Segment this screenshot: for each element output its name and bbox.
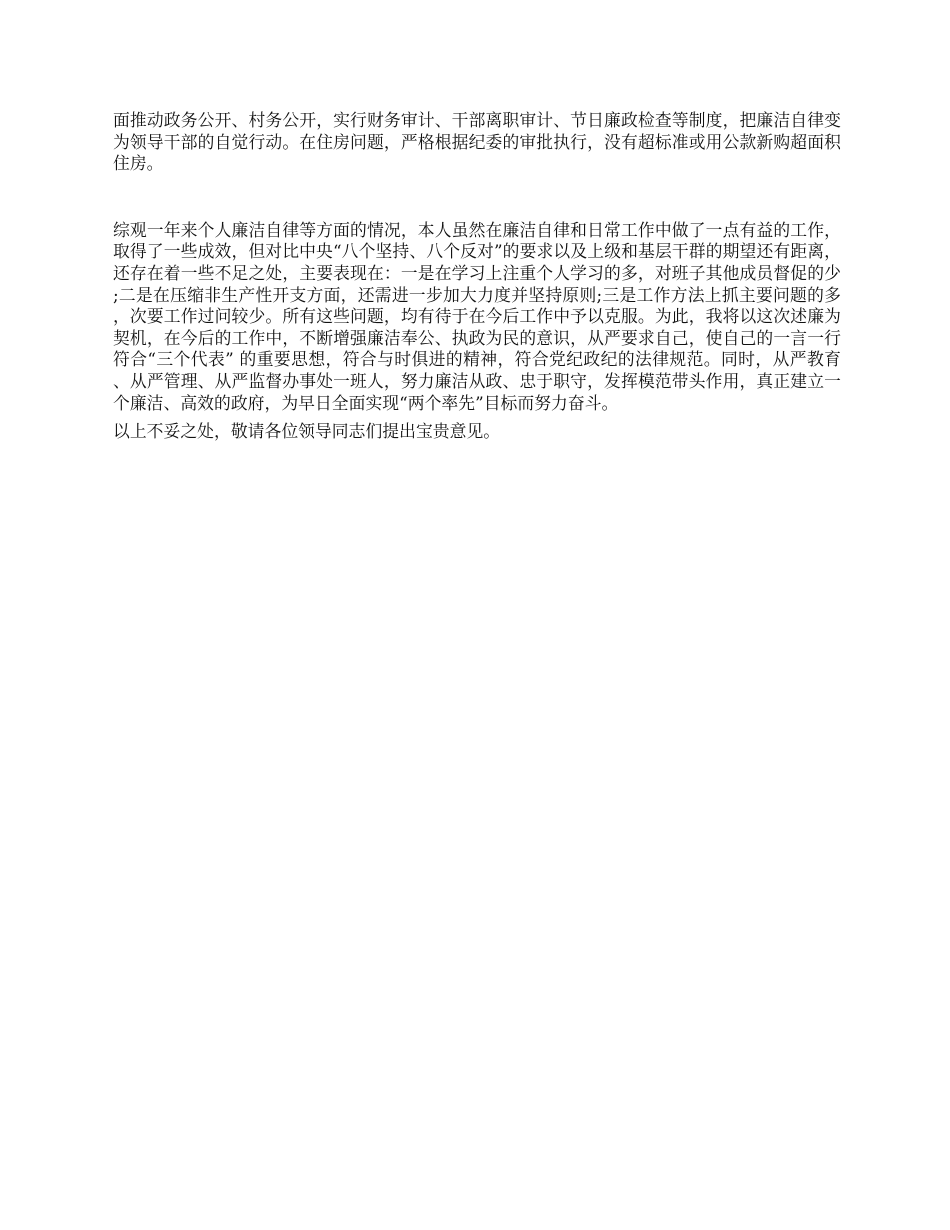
paragraph-self-assessment: 综观一年来个人廉洁自律等方面的情况，本人虽然在廉洁自律和日常工作中做了一点有益的工作，取得了一些成效，但对比中央“八个坚持、八个反对”的要求以及上级和基层干群的期望还有距离，还存在着一些不足之处，主要表现在：一是在学习上注重个人学习的多，对班子其他成员督促的少;二是在压缩非生产性开支方面，还需进一步加大力度并坚持原则;三是工作方法上抓主要问题的多，次要工作过问较少。所有这些问题，均有待于在今后工作中予以克服。为此，我将以这次述廉为契机，在今后的工作中，不断增强廉洁奉公、执政为民的意识，从严要求自己，使自己的一言一行符合“三个代表” 的重要思想，符合与时俱进的精神，符合党纪政纪的法律规范。同时，从严教育、从严管理、从严监督办事处一班人，努力廉洁从政、忠于职守，发挥模范带头作用，真正建立一个廉洁、高效的政府，为早日全面实现“两个率先”目标而努力奋斗。 — [113, 219, 841, 413]
paragraph-housing-discipline: 面推动政务公开、村务公开，实行财务审计、干部离职审计、节日廉政检查等制度，把廉洁自律变为领导干部的自觉行动。在住房问题，严格根据纪委的审批执行，没有超标准或用公款新购超面积住房。 — [113, 110, 841, 174]
document-page — [113, 110, 841, 443]
paragraph-closing-remark: 以上不妥之处，敬请各位领导同志们提出宝贵意见。 — [113, 421, 501, 442]
